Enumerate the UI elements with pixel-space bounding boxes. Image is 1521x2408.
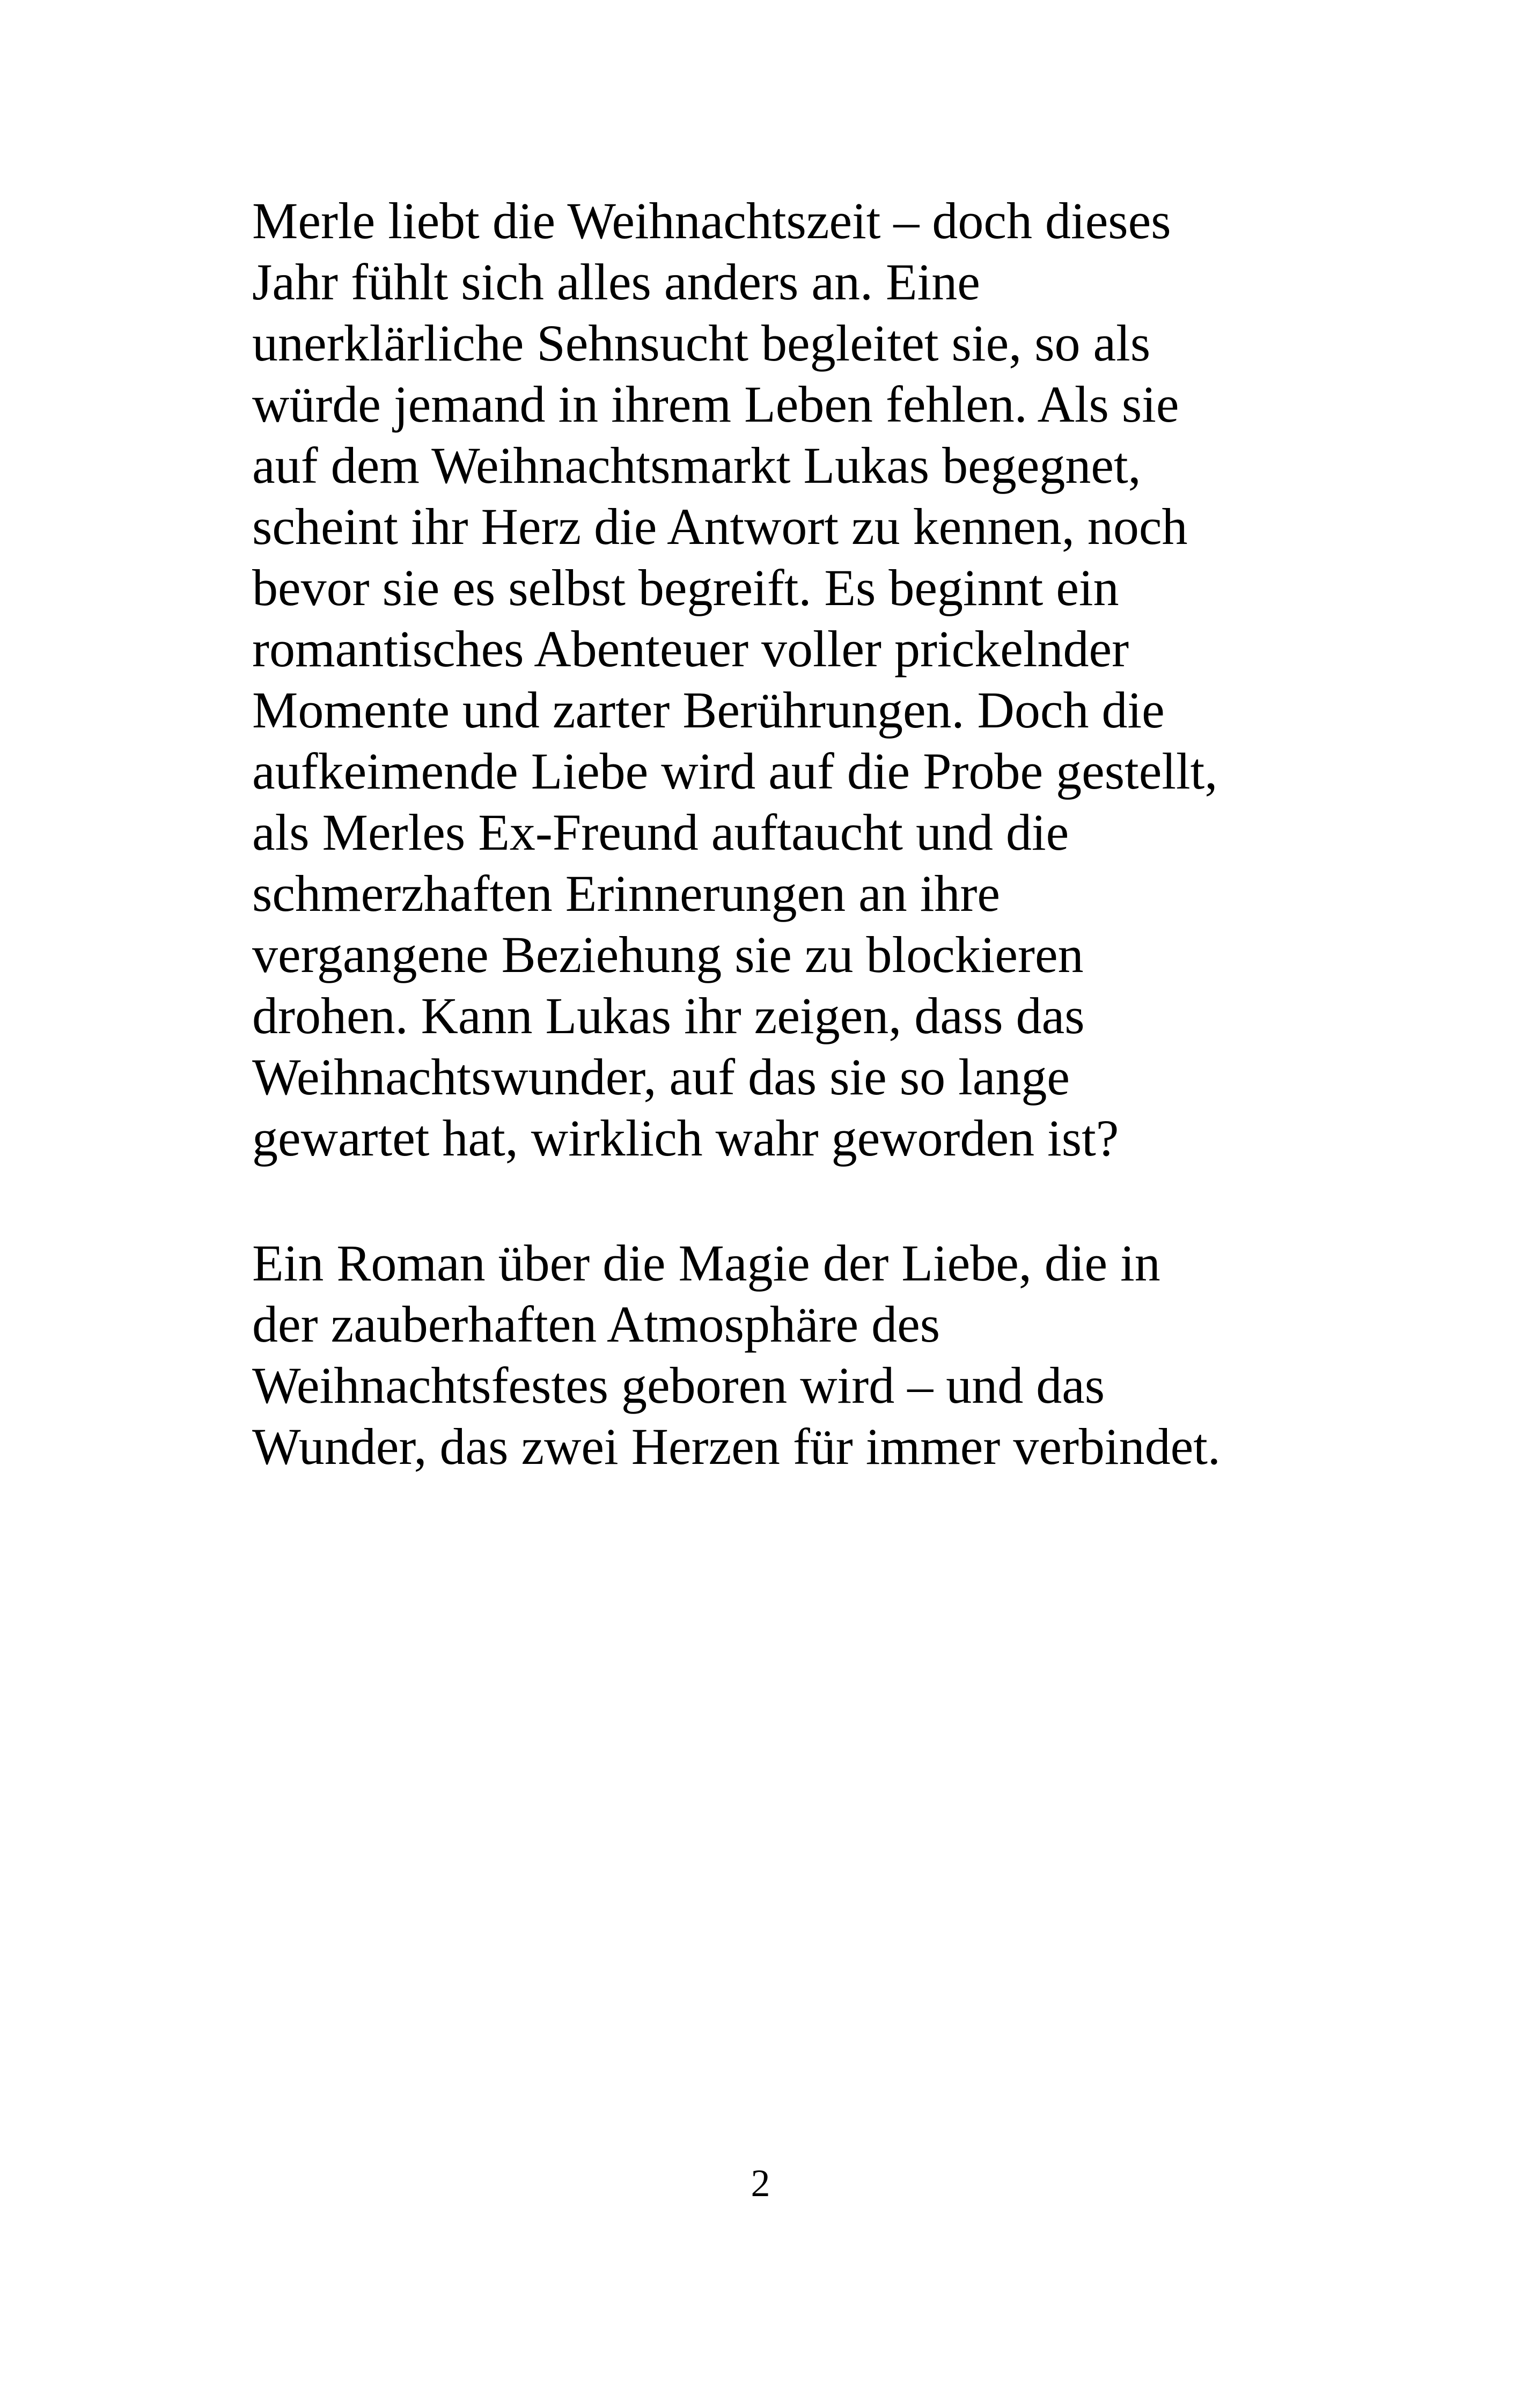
text-line: gewartet hat, wirklich wahr geworden ist? <box>252 1109 1119 1167</box>
text-line: Wunder, das zwei Herzen für immer verbindet. <box>252 1418 1221 1475</box>
text-line: aufkeimende Liebe wird auf die Probe gestellt, <box>252 742 1218 800</box>
text-line: Weihnachtswunder, auf das sie so lange <box>252 1048 1070 1106</box>
text-line: romantisches Abenteuer voller prickelnder <box>252 620 1129 678</box>
page-number: 2 <box>751 2162 770 2205</box>
paragraph-synopsis <box>252 190 1288 1169</box>
paragraph-tagline <box>252 1233 1288 1477</box>
text-line: als Merles Ex-Freund auftaucht und die <box>252 804 1069 861</box>
text-line: Weihnachtsfestes geboren wird – und das <box>252 1357 1105 1414</box>
text-line: Ein Roman über die Magie der Liebe, die in <box>252 1234 1160 1292</box>
text-line: würde jemand in ihrem Leben fehlen. Als sie <box>252 375 1179 433</box>
text-line: Momente und zarter Berührungen. Doch die <box>252 681 1165 739</box>
text-line: bevor sie es selbst begreift. Es beginnt ein <box>252 559 1119 616</box>
text-line: vergangene Beziehung sie zu blockieren <box>252 926 1084 983</box>
text-line: drohen. Kann Lukas ihr zeigen, dass das <box>252 987 1085 1044</box>
text-line: schmerzhaften Erinnerungen an ihre <box>252 865 1001 922</box>
text-line: Merle liebt die Weihnachtszeit – doch dieses <box>252 192 1171 249</box>
text-line: der zauberhaften Atmosphäre des <box>252 1295 940 1353</box>
text-line: scheint ihr Herz die Antwort zu kennen, noch <box>252 498 1188 555</box>
text-line: auf dem Weihnachtsmarkt Lukas begegnet, <box>252 437 1141 494</box>
text-line: unerklärliche Sehnsucht begleitet sie, so als <box>252 314 1151 372</box>
text-line: Jahr fühlt sich alles anders an. Eine <box>252 253 980 311</box>
